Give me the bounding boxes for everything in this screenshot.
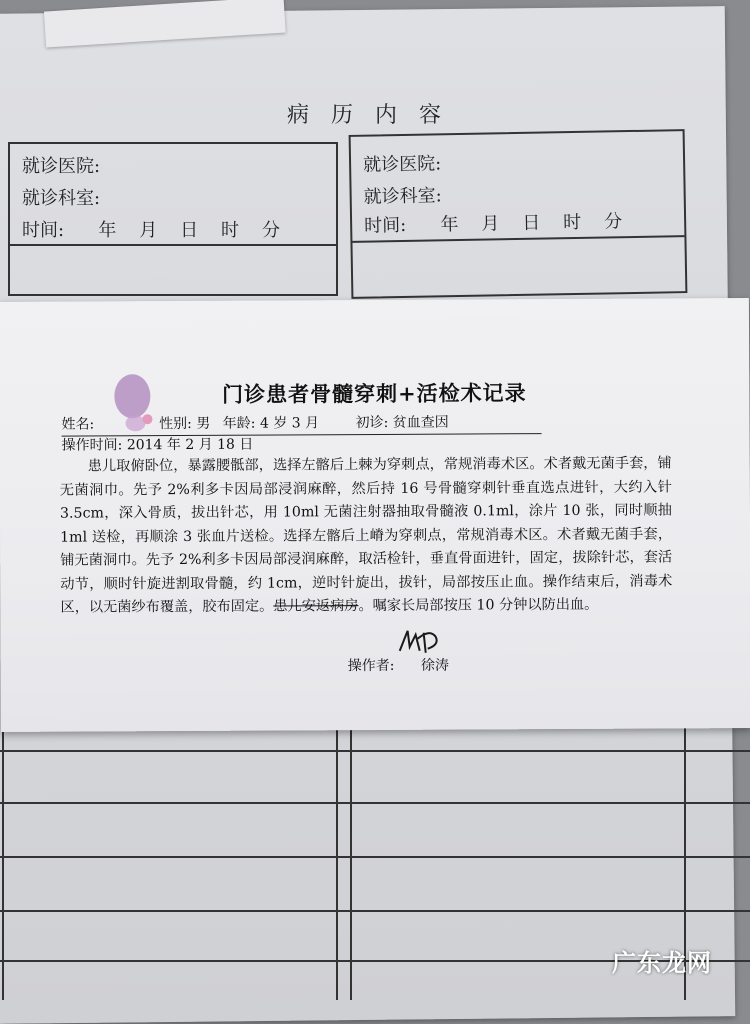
diagnosis-field: 初诊: 贫血查因 xyxy=(356,415,449,431)
visit-box-right xyxy=(349,129,688,299)
department-label: 就诊科室: xyxy=(363,181,442,208)
operator-name: 徐涛 xyxy=(421,658,449,674)
procedure-text-end: 。嘱家长局部按压 10 分钟以防出血。 xyxy=(358,597,598,614)
gender-field: 性别: 男 xyxy=(159,416,210,432)
hospital-label: 就诊医院: xyxy=(363,149,442,176)
age-field: 年龄: 4 岁 3 月 xyxy=(223,415,319,432)
grid-line xyxy=(0,750,750,752)
divider xyxy=(10,244,336,246)
patient-info-line xyxy=(61,411,541,437)
form-title: 病历内容 xyxy=(0,98,750,129)
procedure-text: 患儿取俯卧位，暴露腰骶部，选择左髂后上棘为穿刺点，常规消毒术区。术者戴无菌手套，铺无菌洞巾。先予 2%利多卡因局部浸润麻醉，然后持 16 号骨髓穿刺针垂直选点进针，大约入针 3.5cm，深入骨质，拔出针芯，用 10ml 无菌注射器抽取骨髓液 0.1ml，涂片 10 张，同时顺抽 1ml 送检，再顺涂 3 张血片送检。选择左髂后上嵴为穿刺点，常规消毒术区。术者戴无菌手套，铺无菌洞巾。先予 2%利多卡因局部浸润麻醉，取活检针，垂直骨面进针，固定，拔除针芯，套活动节，顺时针旋进割取骨髓，约 1cm，逆时针旋出，拔针，局部按压止血。操作结束后，消毒术区，以无菌纱布覆盖，胶布固定。 xyxy=(60,455,673,615)
grid-line xyxy=(0,856,750,858)
site-watermark: 广东龙网 xyxy=(612,943,712,978)
procedure-record-sheet xyxy=(0,298,750,732)
record-title: 门诊患者骨髓穿刺+活检术记录 xyxy=(0,376,749,410)
visit-box-left xyxy=(8,142,338,296)
department-label: 就诊科室: xyxy=(22,184,100,210)
grid-line xyxy=(0,910,750,912)
operation-date: 操作时间: 2014 年 2 月 18 日 xyxy=(62,434,254,455)
visit-time-label: 时间: 年 月 日 时 分 xyxy=(364,207,622,237)
name-label: 姓名: xyxy=(61,416,94,432)
grid-column-left xyxy=(2,690,338,1000)
procedure-description xyxy=(60,452,673,620)
grid-line xyxy=(0,802,750,804)
hospital-label: 就诊医院: xyxy=(22,152,100,178)
struck-text: 患儿安返病房 xyxy=(273,598,358,614)
operator-label: 操作者: xyxy=(348,658,395,674)
visit-time-label: 时间: 年 月 日 时 分 xyxy=(22,216,280,242)
paper-corner xyxy=(44,0,286,48)
operator-line xyxy=(348,655,449,676)
